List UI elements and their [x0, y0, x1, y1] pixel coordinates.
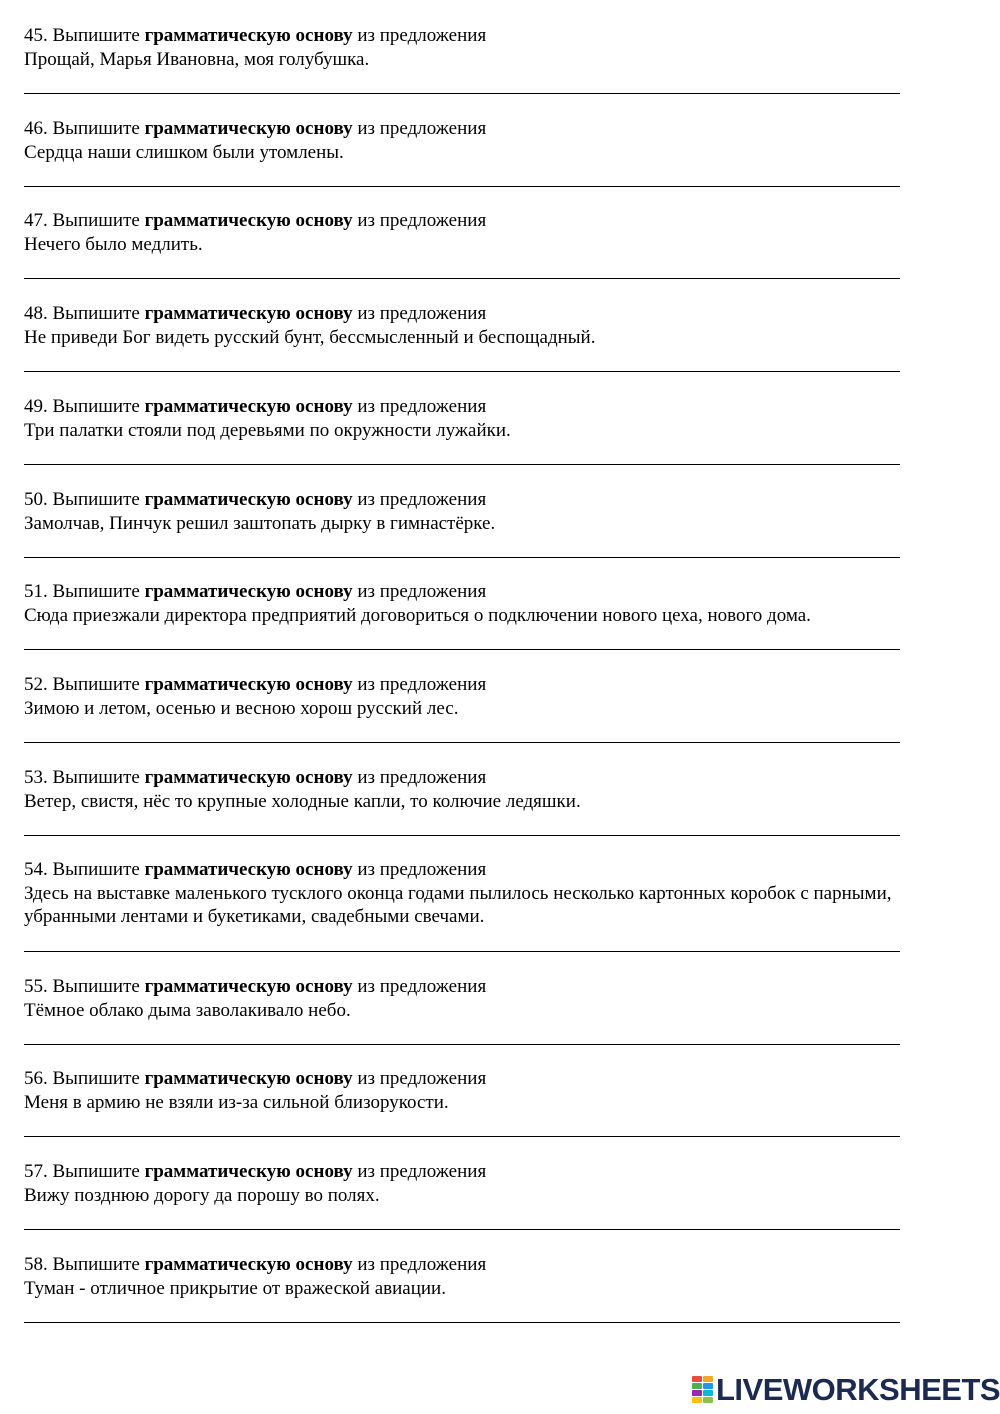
task-sentence: Прощай, Марья Ивановна, моя голубушка. — [24, 48, 370, 70]
task-sentence: Меня в армию не взяли из-за сильной близорукости. — [24, 1091, 449, 1113]
task-prompt: 52. Выпишите грамматическую основу из предложения — [24, 674, 487, 695]
task-prompt: 45. Выпишите грамматическую основу из предложения — [24, 25, 487, 46]
task-53 — [24, 766, 974, 836]
answer-field-57[interactable] — [24, 1209, 900, 1230]
task-sentence: Вижу позднюю дорогу да порошу во полях. — [24, 1184, 380, 1206]
task-prompt: 53. Выпишите грамматическую основу из предложения — [24, 767, 487, 788]
task-45 — [24, 24, 974, 94]
liveworksheets-logo[interactable] — [692, 1372, 1000, 1407]
task-sentence: Туман - отличное прикрытие от вражеской авиации. — [24, 1277, 446, 1299]
answer-field-52[interactable] — [24, 722, 900, 743]
task-sentence: Ветер, свистя, нёс то крупные холодные капли, то колючие ледяшки. — [24, 790, 581, 812]
logo-text: LIVEWORKSHEETS — [716, 1372, 1000, 1407]
answer-field-47[interactable] — [24, 258, 900, 279]
task-sentence: Тёмное облако дыма заволакивало небо. — [24, 999, 351, 1021]
task-prompt: 48. Выпишите грамматическую основу из предложения — [24, 303, 487, 324]
task-sentence: Замолчав, Пинчук решил заштопать дырку в гимнастёрке. — [24, 512, 496, 534]
task-prompt: 51. Выпишите грамматическую основу из предложения — [24, 581, 487, 602]
task-prompt: 54. Выпишите грамматическую основу из предложения — [24, 859, 487, 880]
task-prompt: 55. Выпишите грамматическую основу из предложения — [24, 976, 487, 997]
task-sentence: Сердца наши слишком были утомлены. — [24, 141, 344, 163]
task-56 — [24, 1067, 974, 1137]
task-58 — [24, 1253, 974, 1323]
task-prompt: 56. Выпишите грамматическую основу из предложения — [24, 1068, 487, 1089]
answer-field-56[interactable] — [24, 1116, 900, 1137]
answer-field-46[interactable] — [24, 166, 900, 187]
task-sentence: Не приведи Бог видеть русский бунт, бессмысленный и беспощадный. — [24, 326, 596, 348]
task-sentence: Зимою и летом, осенью и весною хорош русский лес. — [24, 697, 459, 719]
task-57 — [24, 1160, 974, 1230]
task-55 — [24, 975, 974, 1045]
answer-field-51[interactable] — [24, 629, 900, 650]
task-prompt: 57. Выпишите грамматическую основу из предложения — [24, 1161, 487, 1182]
task-sentence: Нечего было медлить. — [24, 233, 203, 255]
task-46 — [24, 117, 974, 187]
answer-field-49[interactable] — [24, 444, 900, 465]
task-prompt: 47. Выпишите грамматическую основу из предложения — [24, 210, 487, 231]
task-prompt: 49. Выпишите грамматическую основу из предложения — [24, 396, 487, 417]
task-sentence: Сюда приезжали директора предприятий договориться о подключении нового цеха, нового дома. — [24, 604, 811, 626]
answer-field-55[interactable] — [24, 1024, 900, 1045]
task-49 — [24, 395, 974, 465]
task-47 — [24, 209, 974, 279]
answer-field-54[interactable] — [24, 931, 900, 952]
answer-field-48[interactable] — [24, 351, 900, 372]
task-52 — [24, 673, 974, 743]
task-sentence: Здесь на выставке маленького тусклого оконца годами пылилось несколько картонных коробок с парными, убранными лентами и букетиками, свадебными свечами. — [24, 882, 892, 927]
answer-field-45[interactable] — [24, 73, 900, 94]
answer-field-53[interactable] — [24, 815, 900, 836]
answer-field-58[interactable] — [24, 1302, 900, 1323]
task-54 — [24, 858, 974, 952]
task-48 — [24, 302, 974, 372]
task-50 — [24, 488, 974, 558]
task-prompt: 46. Выпишите грамматическую основу из предложения — [24, 118, 487, 139]
task-prompt: 50. Выпишите грамматическую основу из предложения — [24, 489, 487, 510]
task-sentence: Три палатки стояли под деревьями по окружности лужайки. — [24, 419, 511, 441]
task-51 — [24, 580, 974, 650]
answer-field-50[interactable] — [24, 537, 900, 558]
task-prompt: 58. Выпишите грамматическую основу из предложения — [24, 1254, 487, 1275]
logo-mark-icon — [692, 1376, 713, 1404]
